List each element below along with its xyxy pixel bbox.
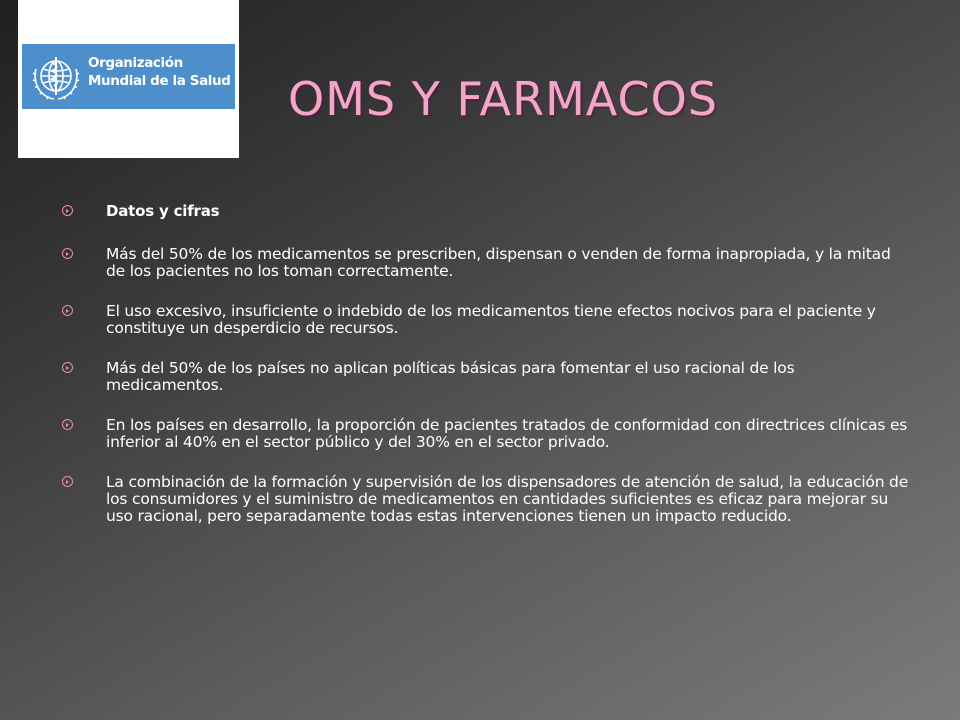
bullet-icon xyxy=(62,205,73,216)
bullet-icon xyxy=(62,248,73,259)
org-name xyxy=(88,54,236,90)
list-item xyxy=(60,474,910,525)
bullet-icon xyxy=(62,419,73,430)
bullet-icon xyxy=(62,362,73,373)
logo-band xyxy=(22,44,235,109)
slide-title: OMS Y FARMACOS xyxy=(288,72,718,126)
org-name-line2: Mundial de la Salud xyxy=(88,73,231,89)
list-item-text: En los países en desarrollo, la proporción de pacientes tratados de conformidad con directrices clínicas es inferior al 40% en el sector público y del 30% en el sector privado. xyxy=(106,416,908,451)
list-item-text: Más del 50% de los países no aplican políticas básicas para fomentar el uso racional de los medicamentos. xyxy=(106,359,795,394)
org-name-line1: Organización xyxy=(88,55,183,71)
list-item xyxy=(60,203,910,220)
list-item xyxy=(60,303,910,337)
bullet-list xyxy=(60,203,910,548)
list-item-text: La combinación de la formación y supervisión de los dispensadores de atención de salud, la educación de los consumidores y el suministro de medicamentos en cantidades suficientes es eficaz para mejorar su uso racional, pero separadamente todas estas intervenciones tienen un impacto reducido. xyxy=(106,473,909,525)
list-item-text: El uso excesivo, insuficiente o indebido de los medicamentos tiene efectos nocivos para el paciente y constituye un desperdicio de recursos. xyxy=(106,302,876,337)
list-item xyxy=(60,360,910,394)
list-item xyxy=(60,417,910,451)
list-item-text: Más del 50% de los medicamentos se prescriben, dispensan o venden de forma inapropiada, y la mitad de los pacientes no los toman correctamente. xyxy=(106,245,891,280)
bullet-icon xyxy=(62,476,73,487)
list-item-text: Datos y cifras xyxy=(106,202,220,220)
list-item xyxy=(60,246,910,280)
who-logo xyxy=(18,0,239,158)
who-emblem-icon xyxy=(28,49,84,105)
bullet-icon xyxy=(62,305,73,316)
